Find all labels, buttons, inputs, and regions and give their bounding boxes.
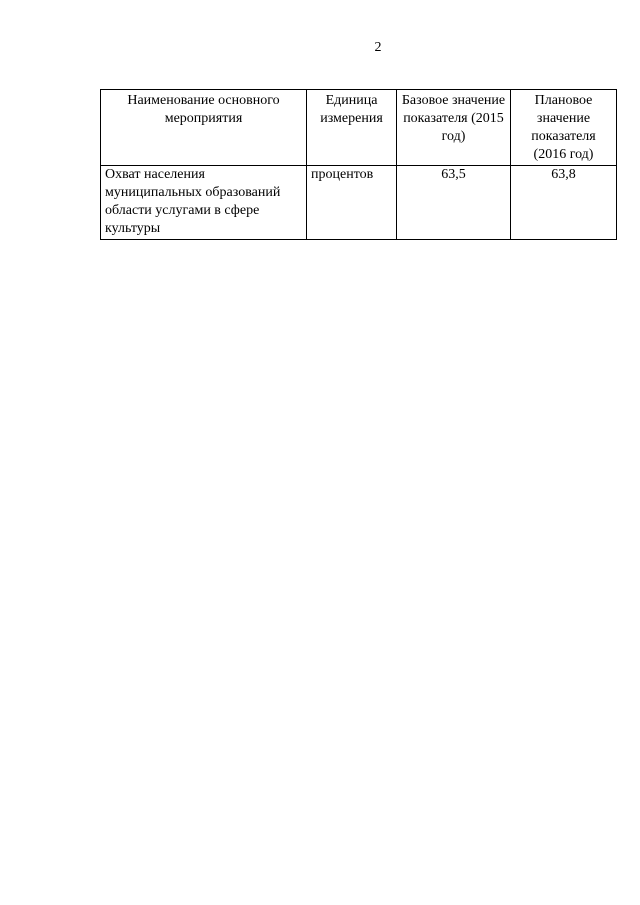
indicators-table [100, 89, 617, 240]
table-row [101, 166, 617, 240]
header-plan-value: Плановое значение показателя (2016 год) [511, 90, 617, 166]
page-number: 2 [374, 40, 382, 55]
header-event-name: Наименование основного мероприятия [101, 90, 307, 166]
cell-base-value: 63,5 [397, 166, 511, 240]
table-body [101, 166, 617, 240]
header-base-value: Базовое значение показателя (2015 год) [397, 90, 511, 166]
table-header [101, 90, 617, 166]
cell-event-name: Охват населения муниципальных образований области услугами в сфере культуры [101, 166, 307, 240]
header-unit: Единица измерения [307, 90, 397, 166]
cell-plan-value: 63,8 [511, 166, 617, 240]
table-header-row [101, 90, 617, 166]
cell-unit: процентов [307, 166, 397, 240]
